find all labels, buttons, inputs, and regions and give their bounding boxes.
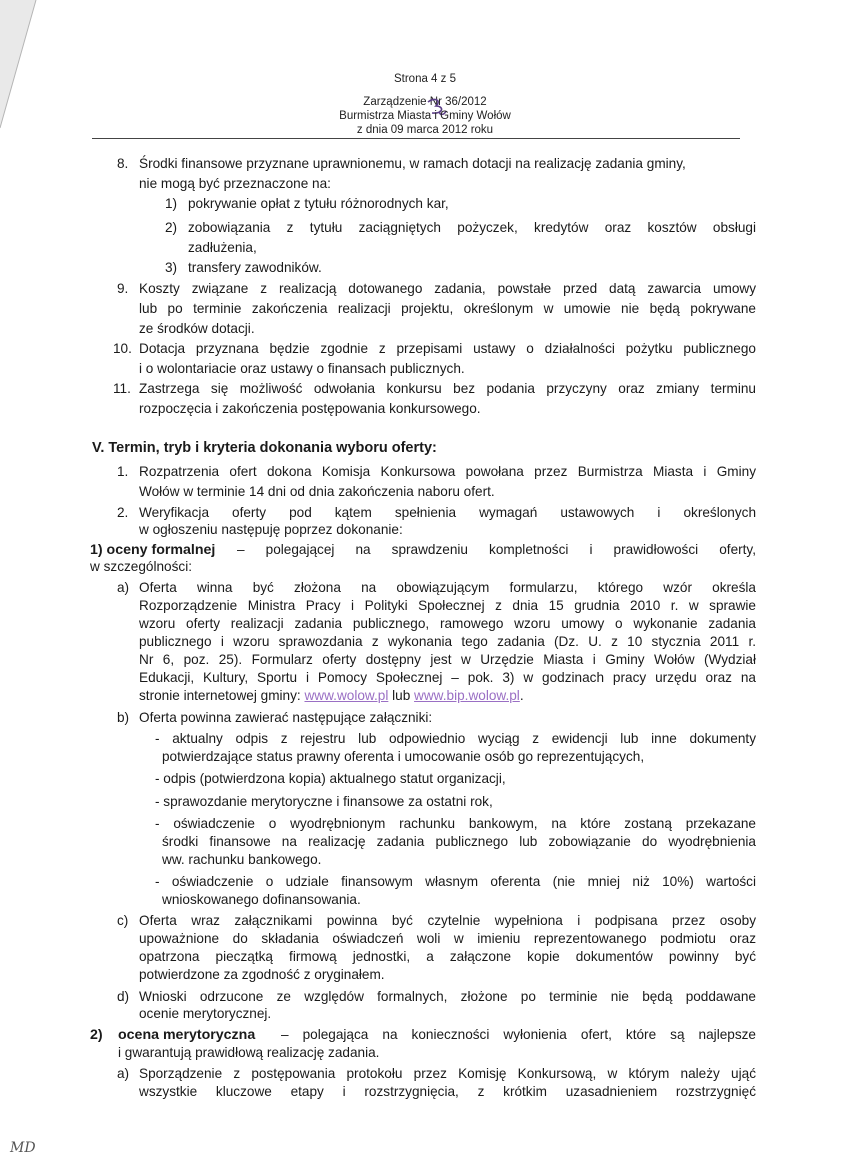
paragraph-line: Nr 6, poz. 25). Formularz oferty dostępny jest w Urzędzie Miasta i Gminy Wołów (Wydział <box>139 652 756 667</box>
paragraph-line: ze środków dotacji. <box>139 321 255 336</box>
paragraph-line: zobowiązania z tytułu zaciągniętych pożyczek, kredytów oraz kosztów obsługi <box>188 220 756 235</box>
paragraph-line: w ogłoszeniu następuję poprzez dokonanie: <box>139 522 403 537</box>
letter-marker: c) <box>117 913 129 928</box>
paragraph-line: Wołów w terminie 14 dni od dnia zakończenia naboru ofert. <box>139 484 495 499</box>
paragraph-line: – polegająca na konieczności wyłonienia ofert, które są najlepsze <box>281 1027 756 1042</box>
decree-date: z dnia 09 marca 2012 roku <box>356 124 494 136</box>
paragraph-line: ocenie merytorycznej. <box>139 1006 272 1021</box>
item-number: 9. <box>117 281 129 296</box>
list-item-line: - aktualny odpis z rejestru lub odpowiednio wyciąg z ewidencji lub inne dokumenty <box>155 731 756 746</box>
list-item-line: wnioskowanego dofinansowania. <box>162 892 361 907</box>
paragraph-line: nie mogą być przeznaczone na: <box>139 176 331 191</box>
paragraph-line: rozpoczęcia i zakończenia postępowania konkursowego. <box>139 401 481 416</box>
paragraph-line: potwierdzone za zgodność z oryginałem. <box>139 967 385 982</box>
bip-wolow-link[interactable]: www.bip.wolow.pl <box>414 688 520 703</box>
paragraph-line: transfery zawodników. <box>188 260 322 275</box>
paragraph-line: Edukacji, Kultury, Sportu i Pomocy Społecznej – pok. 3) w godzinach pracy urzędu oraz na <box>139 670 756 685</box>
paragraph-line: – polegającej na sprawdzeniu kompletności i prawidłowości oferty, <box>237 542 756 557</box>
paragraph-line: publicznego i wzoru sprawozdania z wykonania tego zadania (Dz. U. z 10 stycznia 2011 r. <box>139 634 756 649</box>
paragraph-line: i o wolontariacie oraz ustawy o finansach publicznych. <box>139 361 465 376</box>
paragraph-line: Wnioski odrzucone ze względów formalnych, złożone po terminie nie będą poddawane <box>139 989 756 1004</box>
list-item-line: - oświadczenie o wyodrębnionym rachunku bankowym, na które zostaną przekazane <box>155 816 756 831</box>
paragraph-line: lub po terminie zakończenia realizacji projektu, określonym w umowie nie będą pokrywane <box>139 301 756 316</box>
item-number: 10. <box>113 341 132 356</box>
paragraph-line: Oferta wraz załącznikami powinna być czytelnie wypełniona i podpisana przez osoby <box>139 913 756 928</box>
paragraph-line: wszystkie kluczowe etapy i rozstrzygnięcia, z krótkim uzasadnieniem rozstrzygnięć <box>139 1084 756 1099</box>
text-span: stronie internetowej gminy: <box>139 688 301 703</box>
item-number: 2. <box>117 505 129 520</box>
text-span: lub <box>392 688 411 703</box>
item-number: 11. <box>113 381 131 396</box>
letter-marker: a) <box>117 1066 130 1081</box>
subsection-title: ocena merytoryczna <box>118 1027 256 1043</box>
subitem-number: 3) <box>165 260 178 275</box>
paragraph-line: Koszty związane z realizacją dotowanego zadania, powstałe przed datą zawarcia umowy <box>139 281 756 296</box>
paragraph-line: Rozporządzenie Ministra Pracy i Polityki Społecznej z dnia 15 grudnia 2010 r. w sprawie <box>139 598 756 613</box>
list-item-line: ww. rachunku bankowego. <box>162 852 322 867</box>
list-item-line: - odpis (potwierdzona kopia) aktualnego statut organizacji, <box>155 771 506 786</box>
letter-marker: a) <box>117 580 130 595</box>
list-item-line: - sprawozdanie merytoryczne i finansowe za ostatni rok, <box>155 794 493 809</box>
subsection-title: 1) oceny formalnej <box>90 542 216 558</box>
paragraph-line: opatrzona pieczątką firmową jednostki, a załączone kopie dokumentów powinny być <box>139 949 756 964</box>
paragraph-line: upoważnione do składania oświadczeń woli w imieniu reprezentowanego podmiotu oraz <box>139 931 756 946</box>
subitem-number: 2) <box>165 220 178 235</box>
paragraph-line: Zastrzega się możliwość odwołania konkursu bez podania przyczyny oraz zmiany terminu <box>139 381 756 396</box>
paragraph-line: wzoru oferty realizacji zadania publicznego, ramowego wzoru umowy o wykonanie zadania <box>139 616 756 631</box>
decree-issuer: Burmistrza Miasta i Gminy Wołów <box>339 110 511 122</box>
wolow-link[interactable]: www.wolow.pl <box>304 688 389 703</box>
paragraph-line: Dotacja przyznana będzie zgodnie z przepisami ustawy o działalności pożytku publicznego <box>139 341 756 356</box>
decree-title: Zarządzenie Nr 36/2012 <box>363 96 487 108</box>
list-item-line: potwierdzające status prawny oferenta i umocowanie osób go reprezentujących, <box>162 749 645 764</box>
paragraph-line: zadłużenia, <box>188 240 257 255</box>
paragraph-line: Oferta powinna zawierać następujące załączniki: <box>139 710 433 725</box>
letter-marker: d) <box>117 989 130 1004</box>
header-divider <box>92 138 740 139</box>
subsection-number: 2) <box>90 1027 103 1043</box>
paragraph-line: Sporządzenie z postępowania protokołu przez Komisję Konkursową, w którym należy ująć <box>139 1066 756 1081</box>
page-number: Strona 4 z 5 <box>393 73 456 85</box>
paragraph-line: Rozpatrzenia ofert dokona Komisja Konkursowa powołana przez Burmistrza Miasta i Gminy <box>139 464 756 479</box>
list-item-line: środki finansowe na realizację zadania publicznego lub zobowiązanie do wyodrębnienia <box>162 834 756 849</box>
section-heading: V. Termin, tryb i kryteria dokonania wyboru oferty: <box>92 440 437 456</box>
subitem-number: 1) <box>165 196 178 211</box>
list-item-line: - oświadczenie o udziale finansowym własnym oferenta (nie mniej niż 10%) wartości <box>155 874 756 889</box>
paragraph-line: Oferta winna być złożona na obowiązującym formularzu, którego wzór określa <box>139 580 756 595</box>
letter-marker: b) <box>117 710 130 725</box>
paragraph-line <box>139 688 524 704</box>
item-number: 1. <box>117 464 129 479</box>
paragraph-line: Weryfikacja oferty pod kątem spełnienia wymagań ustawowych i określonych <box>139 505 756 520</box>
text-span: . <box>519 688 524 703</box>
paragraph-line: w szczególności: <box>90 559 192 574</box>
paragraph-line: Środki finansowe przyznane uprawnionemu, w ramach dotacji na realizację zadania gminy, <box>139 156 686 171</box>
handwritten-initials: MD <box>10 1140 36 1156</box>
paragraph-line: pokrywanie opłat z tytułu różnorodnych kar, <box>188 196 449 211</box>
item-number: 8. <box>117 156 129 171</box>
paragraph-line: i gwarantują prawidłową realizację zadania. <box>118 1045 380 1060</box>
